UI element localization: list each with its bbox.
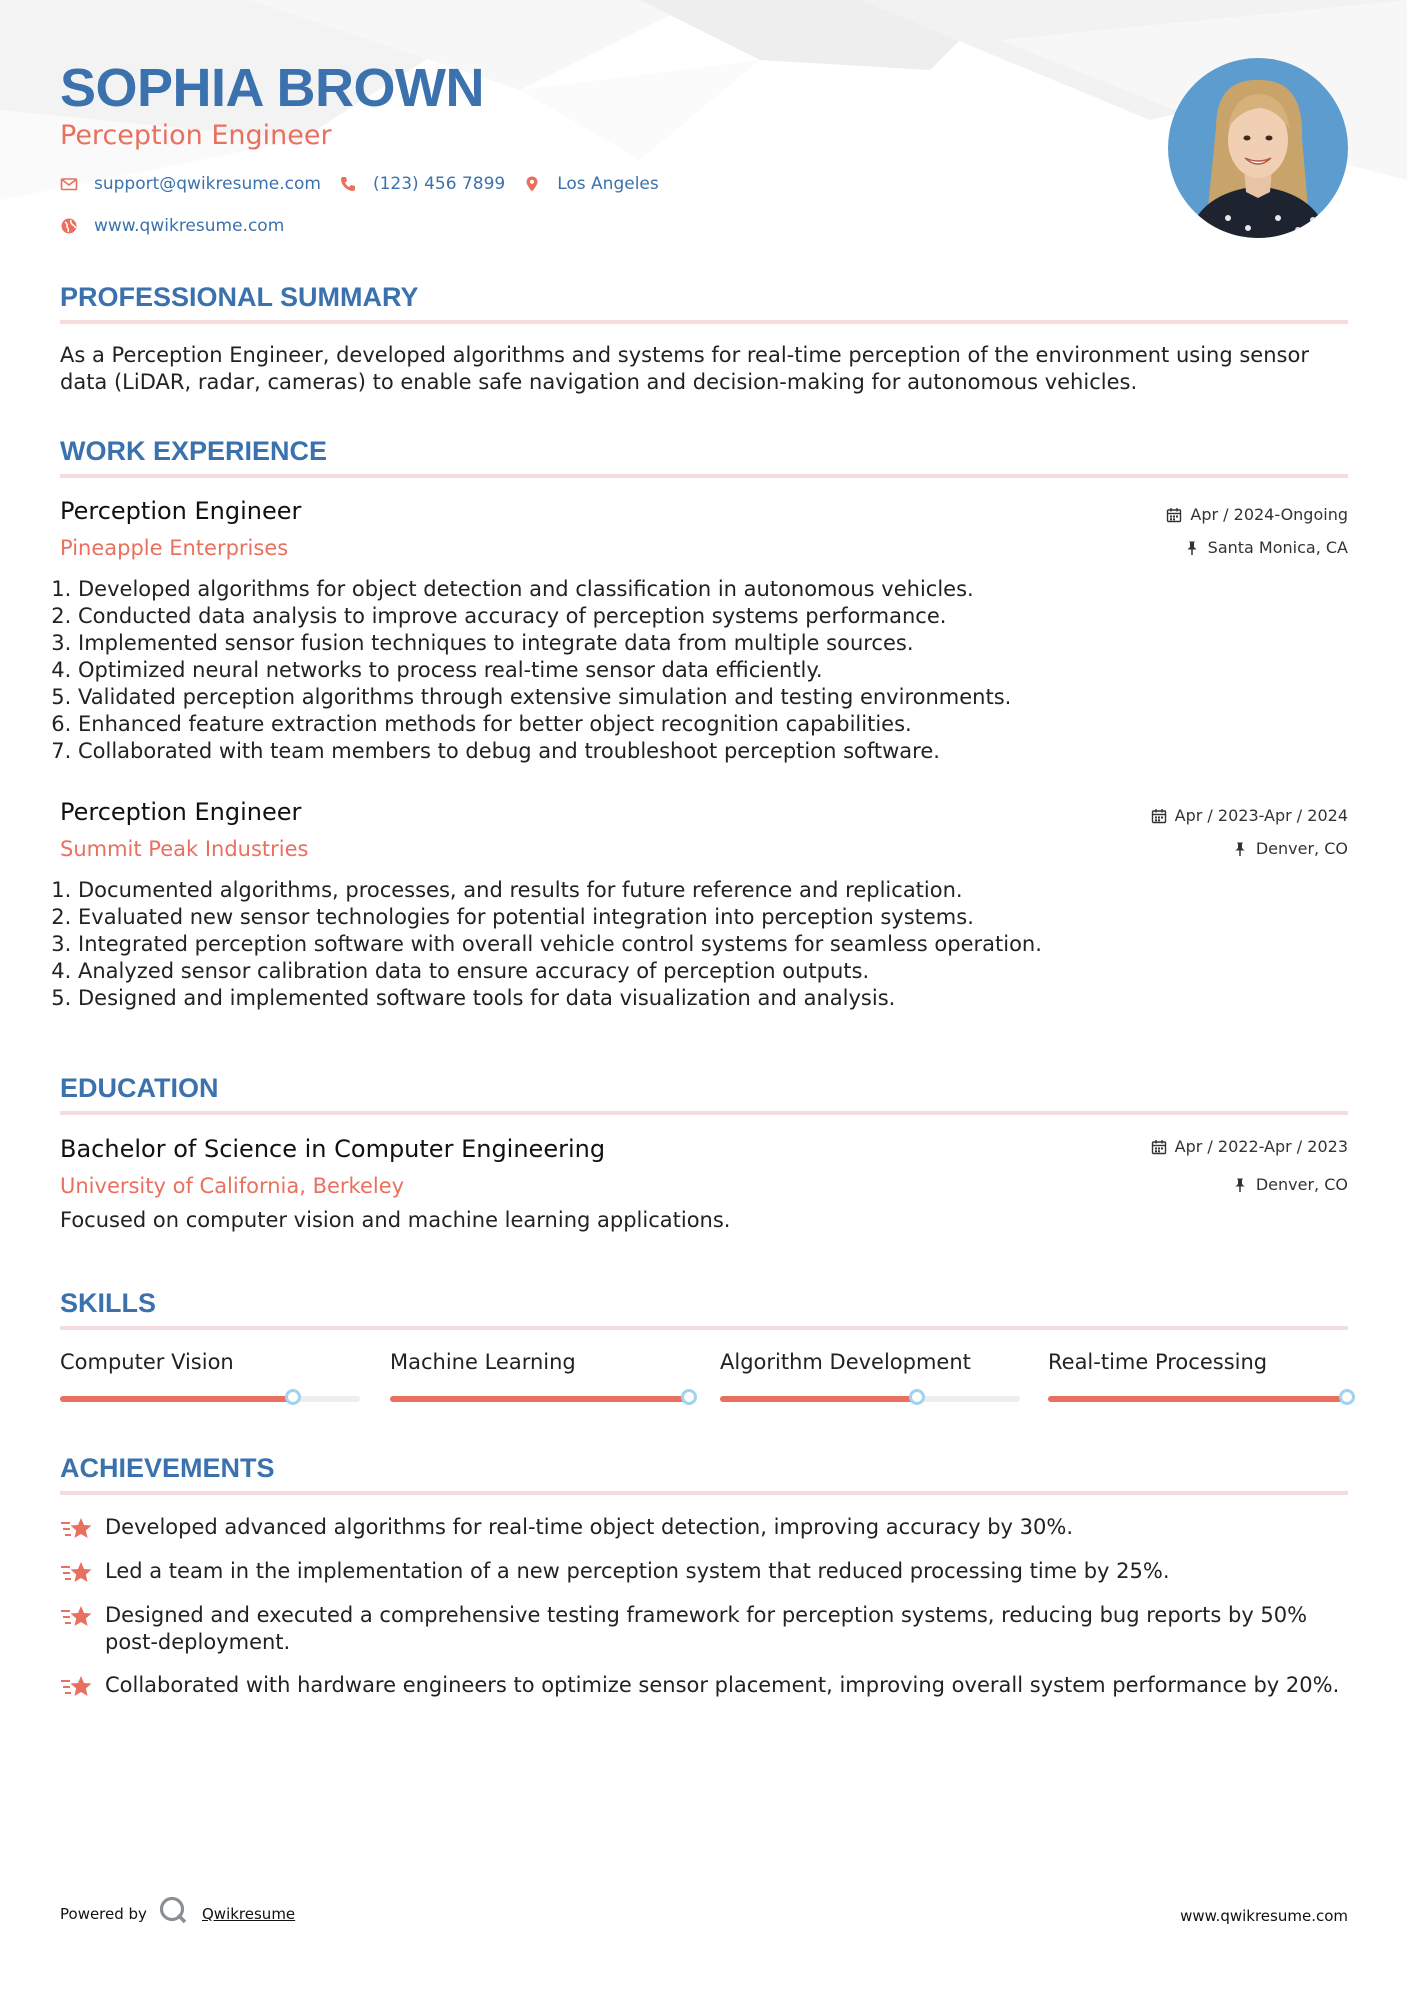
pushpin-icon	[1232, 841, 1248, 857]
skill-real-time-processing	[1048, 1349, 1348, 1375]
achievement-text: Led a team in the implementation of a new perception system that reduced processing time by 25%.	[105, 1559, 1170, 1583]
pushpin-icon	[1232, 1177, 1248, 1193]
powered-by-label: Powered by	[60, 1905, 147, 1923]
list-item: 1. Documented algorithms, processes, and results for future reference and replication.	[78, 877, 1328, 904]
qwikresume-link[interactable]: Qwikresume	[202, 1905, 296, 1923]
job-dates-text: Apr / 2024-Ongoing	[1190, 505, 1348, 524]
job-location	[1184, 538, 1348, 558]
degree-title: Bachelor of Science in Computer Engineering	[60, 1135, 606, 1163]
skill-machine-learning	[390, 1349, 690, 1375]
contact-row-2	[60, 215, 302, 237]
section-divider	[60, 1326, 1348, 1330]
section-divider	[60, 1111, 1348, 1115]
achievement-item	[60, 1514, 1348, 1542]
skill-label: Real-time Processing	[1048, 1350, 1268, 1374]
list-item: 4. Analyzed sensor calibration data to ensure accuracy of perception outputs.	[78, 958, 1328, 985]
education-dates-text: Apr / 2022-Apr / 2023	[1174, 1137, 1348, 1156]
location-text: Los Angeles	[557, 174, 659, 194]
achievement-item	[60, 1602, 1348, 1656]
achievement-text: Developed advanced algorithms for real-time object detection, improving accuracy by 30%.	[105, 1515, 1073, 1539]
list-item: 2. Conducted data analysis to improve accuracy of perception systems performance.	[78, 603, 1328, 630]
calendar-icon	[1151, 1139, 1167, 1155]
skill-label: Machine Learning	[390, 1350, 576, 1374]
skill-bar-fill	[720, 1396, 918, 1402]
skill-bar-track	[60, 1396, 360, 1402]
skill-bar-knob	[909, 1389, 925, 1405]
map-pin-icon	[523, 175, 541, 193]
job-location	[1232, 839, 1348, 859]
job-location-text: Santa Monica, CA	[1207, 538, 1348, 557]
skill-bar-knob	[681, 1389, 697, 1405]
profile-photo	[1168, 58, 1348, 238]
shooting-star-icon	[60, 1602, 94, 1630]
phone-icon	[339, 175, 357, 193]
skill-label: Computer Vision	[60, 1350, 234, 1374]
education-location	[1232, 1175, 1348, 1195]
section-divider	[60, 1491, 1348, 1495]
section-divider	[60, 320, 1348, 324]
achievements-heading: ACHIEVEMENTS	[60, 1453, 275, 1483]
skill-bar-track	[720, 1396, 1020, 1402]
list-item: 6. Enhanced feature extraction methods for better object recognition capabilities.	[78, 711, 1328, 738]
job-dates	[1151, 806, 1348, 826]
skill-algorithm-development	[720, 1349, 1020, 1375]
job-bullets	[60, 576, 1328, 765]
skill-bar-fill	[60, 1396, 294, 1402]
school-name: University of California, Berkeley	[60, 1174, 405, 1198]
envelope-icon	[60, 175, 78, 193]
experience-heading: WORK EXPERIENCE	[60, 436, 328, 466]
list-item: 5. Designed and implemented software tools for data visualization and analysis.	[78, 985, 1328, 1012]
education-dates	[1151, 1137, 1348, 1157]
shooting-star-icon	[60, 1514, 94, 1542]
job-dates	[1166, 505, 1348, 525]
list-item: 3. Implemented sensor fusion techniques to integrate data from multiple sources.	[78, 630, 1328, 657]
skill-bar-knob	[285, 1389, 301, 1405]
shooting-star-icon	[60, 1558, 94, 1586]
qwikresume-logo-icon	[158, 1895, 188, 1925]
achievement-item	[60, 1558, 1348, 1586]
list-item: 3. Integrated perception software with overall vehicle control systems for seamless operation.	[78, 931, 1328, 958]
candidate-name: SOPHIA BROWN	[60, 58, 484, 118]
summary-text: As a Perception Engineer, developed algorithms and systems for real-time perception of the environment using sensor data (LiDAR, radar, cameras) to enable safe navigation and decision-making for autonomous vehicles.	[60, 343, 1309, 394]
email-link[interactable]: support@qwikresume.com	[94, 174, 321, 194]
skill-computer-vision	[60, 1349, 360, 1375]
list-item: 4. Optimized neural networks to process real-time sensor data efficiently.	[78, 657, 1328, 684]
page-footer	[60, 1895, 1348, 1935]
skill-bar-knob	[1339, 1389, 1355, 1405]
candidate-role: Perception Engineer	[60, 120, 332, 151]
skill-bar-fill	[1048, 1396, 1348, 1402]
skill-bar-track	[390, 1396, 690, 1402]
globe-icon	[60, 217, 78, 235]
skills-heading: SKILLS	[60, 1288, 157, 1318]
list-item: 7. Collaborated with team members to debug and troubleshoot perception software.	[78, 738, 1328, 765]
summary-heading: PROFESSIONAL SUMMARY	[60, 282, 419, 312]
calendar-icon	[1151, 808, 1167, 824]
website-link[interactable]: www.qwikresume.com	[94, 216, 285, 236]
contact-row-1	[60, 173, 677, 195]
list-item: 1. Developed algorithms for object detection and classification in autonomous vehicles.	[78, 576, 1328, 603]
job-title: Perception Engineer	[60, 497, 302, 525]
education-heading: EDUCATION	[60, 1073, 219, 1103]
pushpin-icon	[1184, 540, 1200, 556]
skill-bar-track	[1048, 1396, 1348, 1402]
job-bullets	[60, 877, 1328, 1012]
footer-website-link[interactable]: www.qwikresume.com	[1180, 1907, 1348, 1925]
job-title: Perception Engineer	[60, 798, 302, 826]
list-item: 5. Validated perception algorithms through extensive simulation and testing environments.	[78, 684, 1328, 711]
education-location-text: Denver, CO	[1255, 1175, 1348, 1194]
shooting-star-icon	[60, 1672, 94, 1700]
phone-number[interactable]: (123) 456 7899	[372, 174, 506, 194]
skill-label: Algorithm Development	[720, 1350, 971, 1374]
skill-bar-fill	[390, 1396, 690, 1402]
list-item: 2. Evaluated new sensor technologies for potential integration into perception systems.	[78, 904, 1328, 931]
section-divider	[60, 474, 1348, 478]
achievement-item	[60, 1672, 1348, 1700]
achievement-text: Designed and executed a comprehensive testing framework for perception systems, reducing bug reports by 50% post-deployment.	[105, 1603, 1308, 1654]
education-description: Focused on computer vision and machine learning applications.	[60, 1208, 731, 1232]
job-location-text: Denver, CO	[1255, 839, 1348, 858]
company-name: Summit Peak Industries	[60, 837, 309, 861]
calendar-icon	[1166, 507, 1182, 523]
achievement-text: Collaborated with hardware engineers to optimize sensor placement, improving overall system performance by 20%.	[105, 1673, 1340, 1697]
job-dates-text: Apr / 2023-Apr / 2024	[1174, 806, 1348, 825]
company-name: Pineapple Enterprises	[60, 536, 289, 560]
